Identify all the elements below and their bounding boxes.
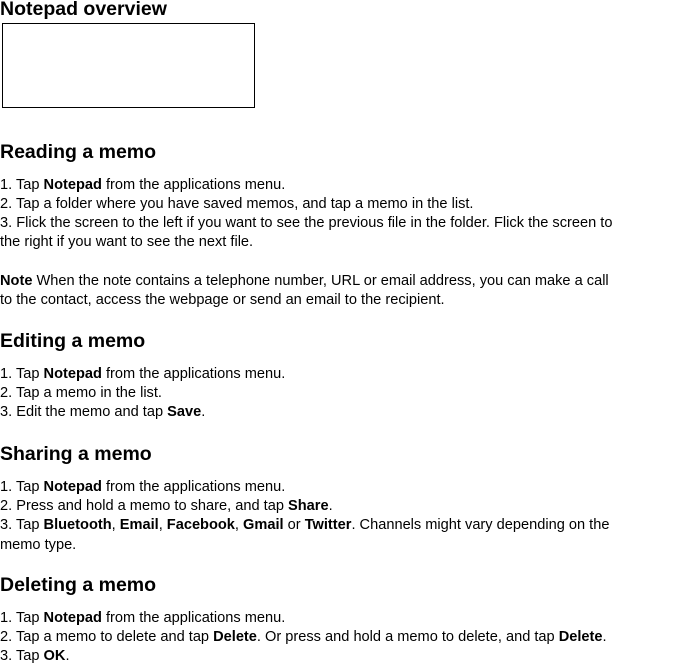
text-run: from the applications menu. [101,366,286,382]
reading-note [0,272,609,290]
reading-step-1 [0,176,285,194]
sharing-step-3-cont: memo type. [0,537,77,553]
text-run: When the note contains a telephone number, URL or email address, you can make a call [32,273,609,289]
share-label: Share [288,498,329,514]
deleting-step-1 [0,609,285,627]
gmail-label: Gmail [243,517,284,533]
bluetooth-label: Bluetooth [43,517,112,533]
section-heading-reading: Reading a memo [0,141,157,163]
editing-step-2: 2. Tap a memo in the list. [0,385,162,401]
text-run: 1. Tap [0,610,44,626]
reading-step-3-cont: the right if you want to see the next file. [0,234,254,250]
notepad-app-label: Notepad [43,479,102,495]
text-run: 3. Tap [0,517,44,533]
text-run: . Or press and hold a memo to delete, and tap [256,629,559,645]
delete-label: Delete [558,629,603,645]
reading-step-2: 2. Tap a folder where you have saved memos, and tap a memo in the list. [0,196,474,212]
editing-step-1 [0,365,285,383]
text-run: . [201,404,206,420]
notepad-app-label: Notepad [43,366,102,382]
notepad-app-label: Notepad [43,177,102,193]
screenshot-placeholder-frame [2,23,255,108]
text-run: . Channels might vary depending on the [351,517,610,533]
text-run: , [158,517,167,533]
sharing-step-2 [0,497,333,515]
email-label: Email [119,517,159,533]
text-run: 1. Tap [0,177,44,193]
sharing-step-3 [0,516,609,534]
text-run: from the applications menu. [101,177,286,193]
text-run: . [328,498,333,514]
deleting-step-2 [0,628,607,646]
twitter-label: Twitter [304,517,352,533]
delete-label: Delete [213,629,257,645]
section-heading-deleting: Deleting a memo [0,574,157,596]
section-heading-editing: Editing a memo [0,330,146,352]
text-run: 1. Tap [0,366,44,382]
save-label: Save [167,404,202,420]
notepad-app-label: Notepad [43,610,102,626]
text-run: 2. Tap a memo to delete and tap [0,629,214,645]
text-run: 1. Tap [0,479,44,495]
text-run: , [111,517,120,533]
note-label: Note [0,273,33,289]
text-run: from the applications menu. [101,610,286,626]
editing-step-3 [0,403,205,421]
text-run: 2. Press and hold a memo to share, and tap [0,498,288,514]
text-run: 3. Tap [0,648,44,664]
text-run: . [65,648,70,664]
reading-step-3: 3. Flick the screen to the left if you want to see the previous file in the folder. Flick the screen to [0,215,613,231]
reading-note-cont: to the contact, access the webpage or send an email to the recipient. [0,292,445,308]
section-heading-sharing: Sharing a memo [0,443,152,465]
text-run: , [234,517,244,533]
page-title: Notepad overview [0,0,167,20]
text-run: from the applications menu. [101,479,286,495]
sharing-step-1 [0,478,285,496]
text-run: or [283,517,305,533]
text-run: . [602,629,607,645]
deleting-step-3 [0,647,70,665]
ok-label: OK [43,648,66,664]
text-run: 3. Edit the memo and tap [0,404,168,420]
facebook-label: Facebook [166,517,235,533]
